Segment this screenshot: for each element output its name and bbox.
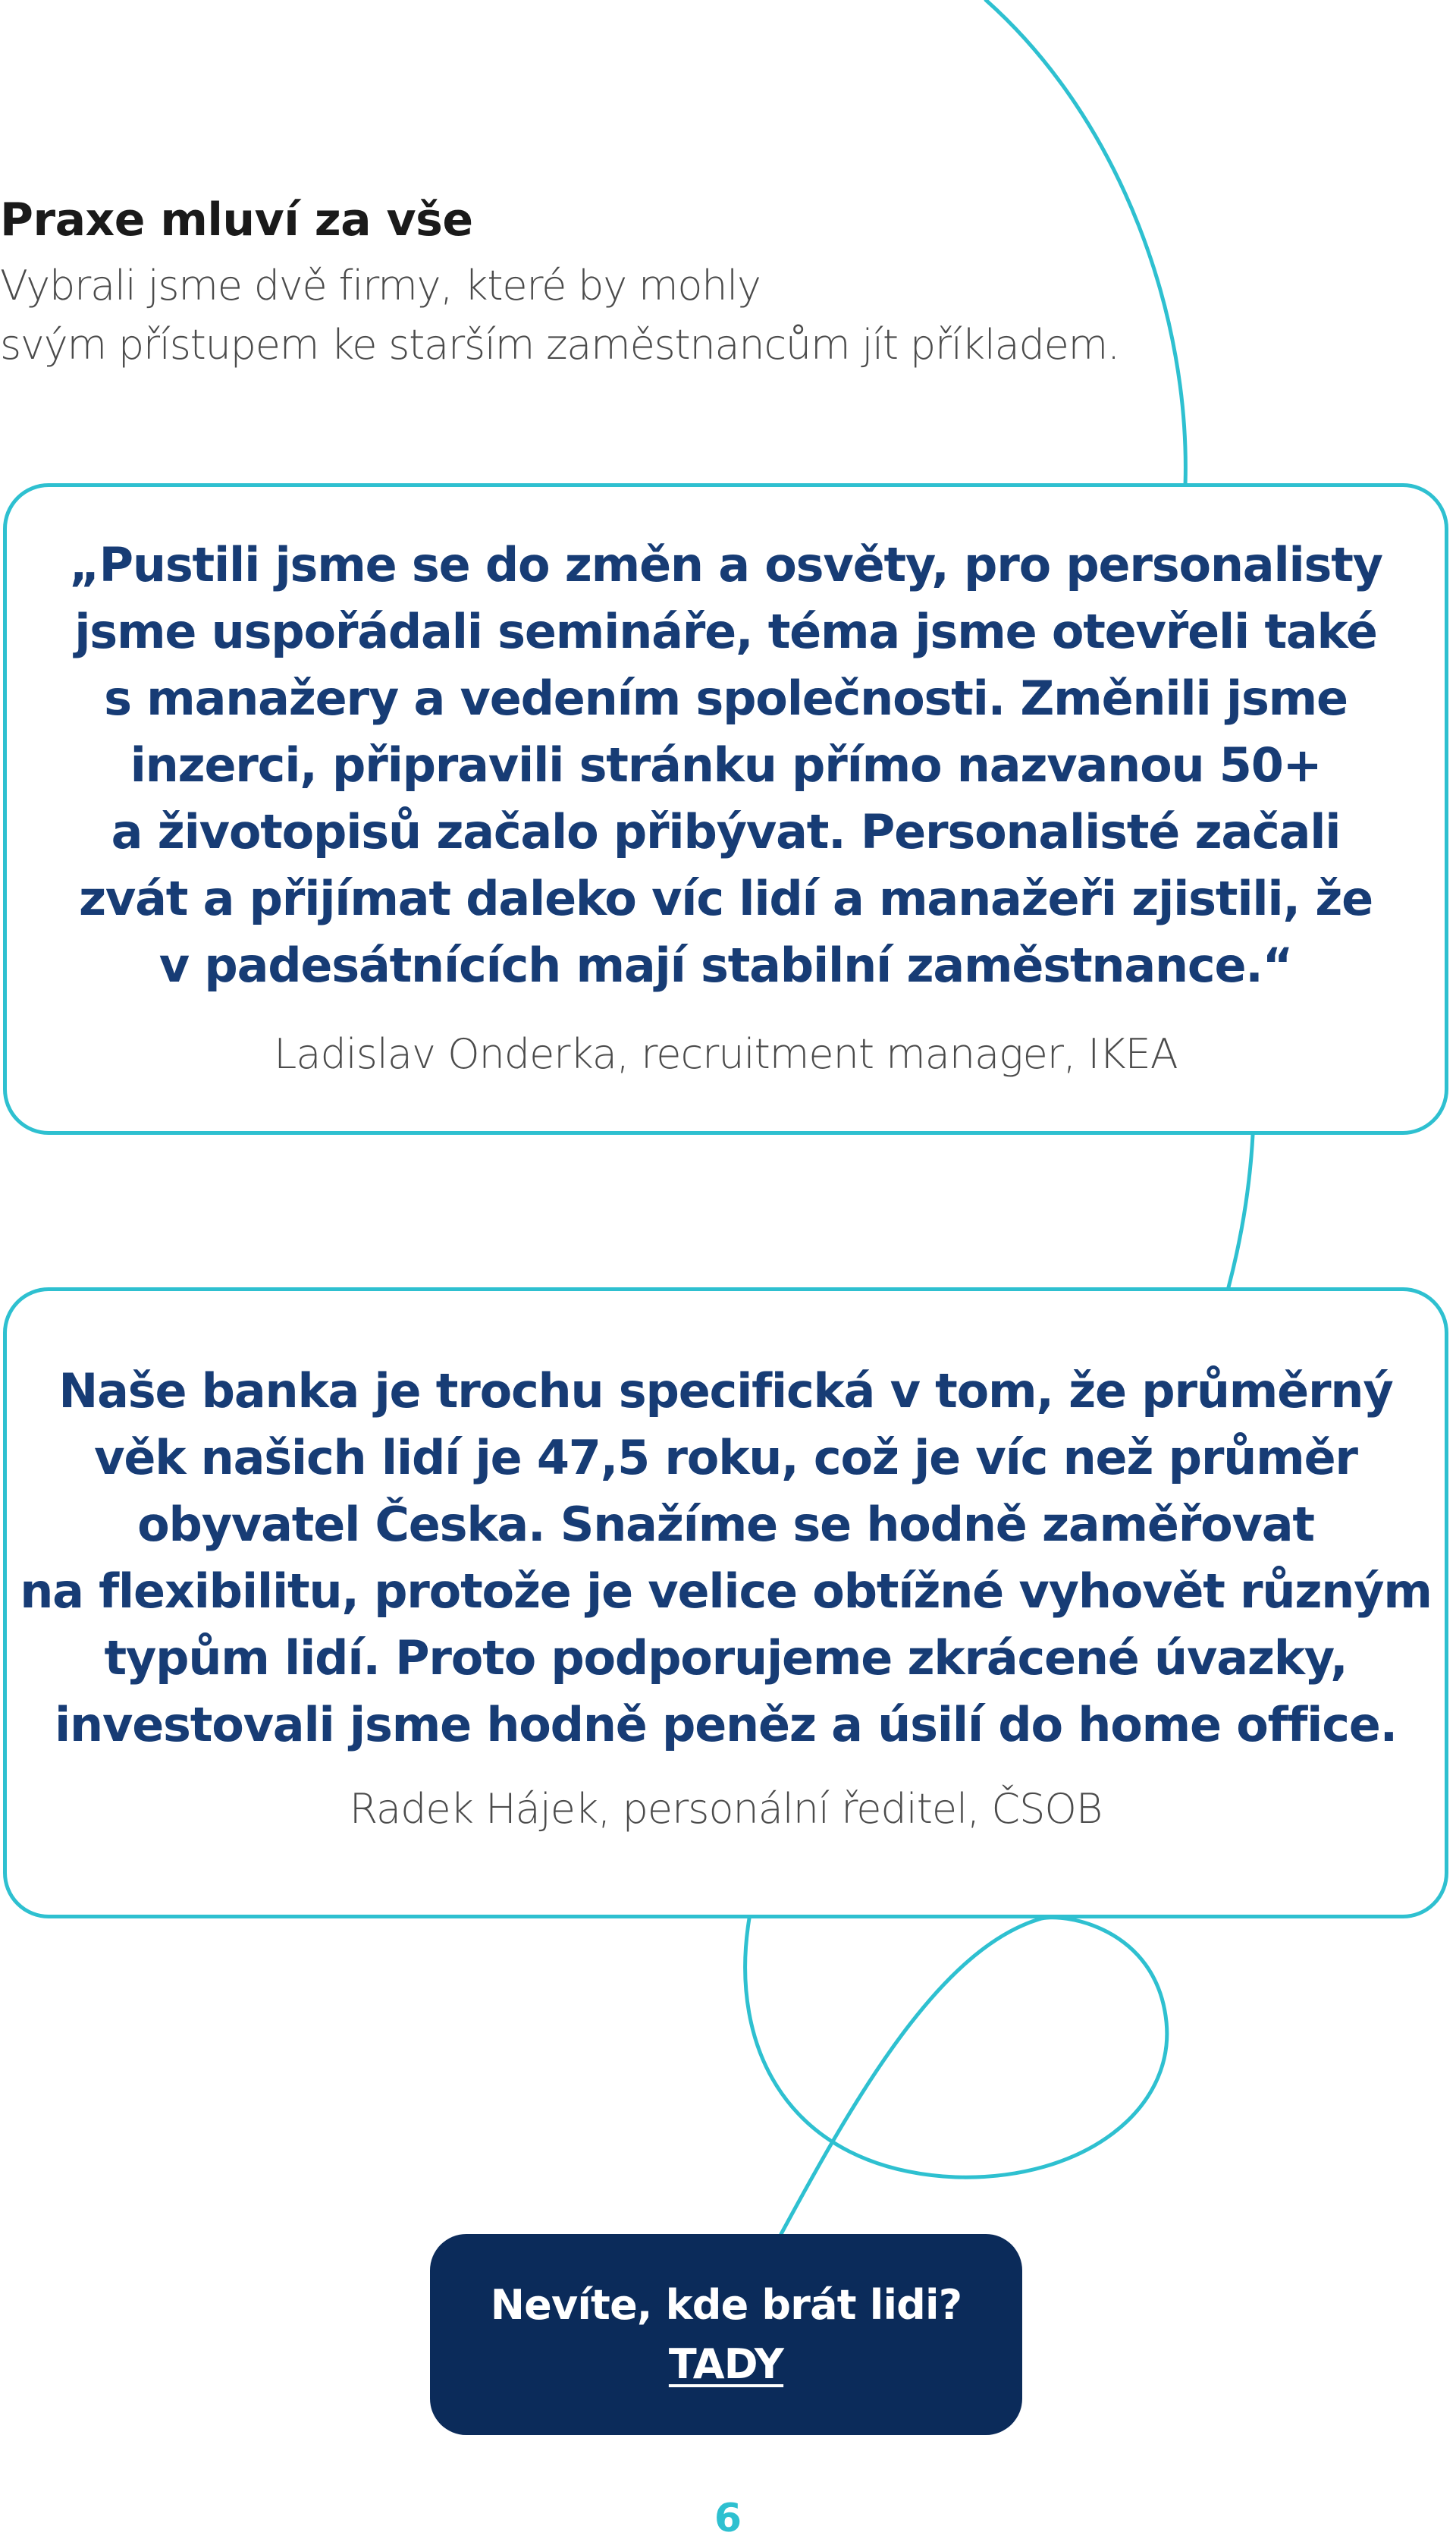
subtitle-line: Vybrali jsme dvě firmy, které by mohly (0, 262, 761, 310)
section-subtitle (0, 256, 1289, 375)
quote-line: inzerci, připravili stránku přímo nazvanou 50+ (130, 737, 1322, 793)
quote-line: „Pustili jsme se do změn a osvěty, pro personalisty (69, 537, 1382, 592)
quote-line: zvát a přijímat daleko víc lidí a manažeři zjistili, že (79, 871, 1373, 926)
quote-line: na flexibilitu, protože je velice obtížné vyhovět různým (20, 1563, 1432, 1619)
subtitle-line: svým přístupem ke starším zaměstnancům jít příkladem. (0, 321, 1119, 369)
quote-line: s manažery a vedením společnosti. Změnili jsme (104, 671, 1348, 726)
quote-author: Ladislav Onderka, recruitment manager, IKEA (274, 1030, 1178, 1078)
quote-text (7, 1291, 1445, 1758)
quote-line: investovali jsme hodně peněz a úsilí do home office. (55, 1697, 1397, 1752)
quote-line: jsme uspořádali semináře, téma jsme otevřeli také (74, 604, 1377, 659)
section-title: Praxe mluví za vše (0, 193, 473, 247)
quote-line: věk našich lidí je 47,5 roku, což je víc než průměr (94, 1430, 1357, 1485)
quote-card-csob (3, 1287, 1448, 1918)
quote-line: typům lidí. Proto podporujeme zkrácené úvazky, (104, 1630, 1348, 1686)
quote-card-ikea (3, 483, 1448, 1135)
section-intro (0, 190, 1289, 375)
cta-link[interactable]: TADY (668, 2339, 784, 2388)
quote-line: a životopisů začalo přibývat. Personalisté začali (111, 804, 1341, 859)
cta-question: Nevíte, kde brát lidi? (490, 2280, 962, 2329)
quote-line: Naše banka je trochu specifická v tom, že průměrný (58, 1363, 1393, 1419)
cta-box (430, 2234, 1022, 2435)
quote-text (7, 487, 1445, 999)
quote-line: v padesátnících mají stabilní zaměstnance.“ (158, 938, 1293, 993)
page-number: 6 (714, 2496, 742, 2541)
quote-author: Radek Hájek, personální ředitel, ČSOB (349, 1785, 1103, 1833)
quote-line: obyvatel Česka. Snažíme se hodně zaměřovat (137, 1497, 1314, 1552)
